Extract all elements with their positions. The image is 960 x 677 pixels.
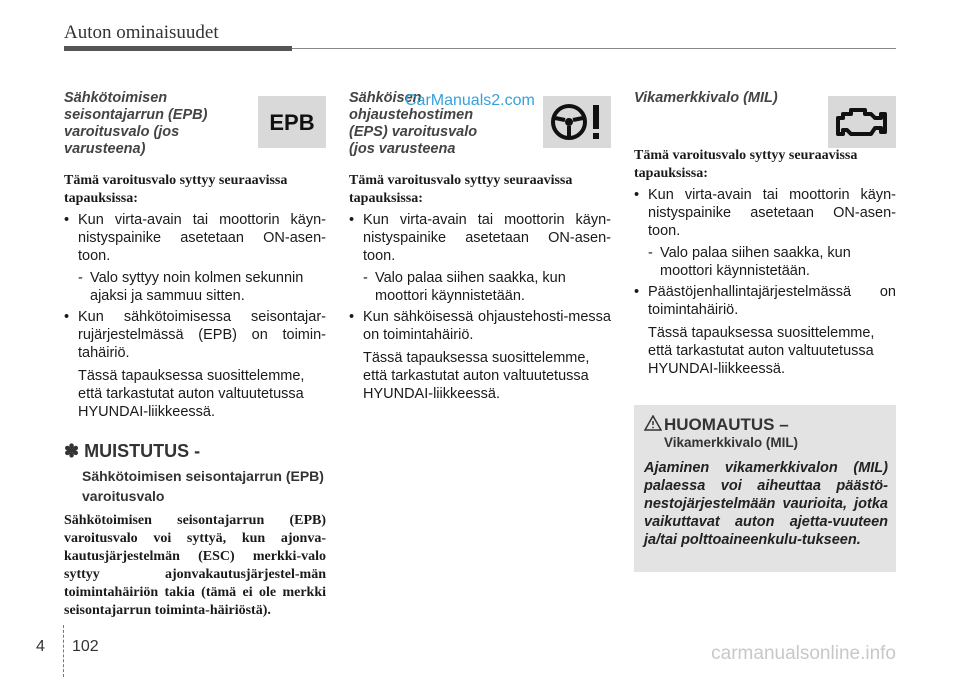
chapter-number: 4 — [36, 638, 45, 655]
memo-body: Sähkötoimisen seisontajarrun (EPB) varoitusvalo voi syttyä, kun ajonva-kautusjärjestelmän (ESC) merkki-valo syttyy ajonvakautusjärjestel-män toimintahäiriön takia (tämä ei ole merkki seisontajarrun toiminta-häiriöstä). — [64, 513, 326, 618]
header-rule-thick — [64, 46, 292, 51]
watermark-bottom: carmanualsonline.info — [711, 643, 896, 664]
page-number: 102 — [72, 638, 99, 655]
footer-divider — [63, 625, 64, 677]
bullet-item: • Kun virta-avain tai moottorin käyn-nistyspainike asetetaan ON-asen-toon. — [349, 211, 611, 265]
section-title-mil: Vikamerkkivalo (MIL) — [634, 90, 778, 106]
section-title-epb: Sähkötoimisen seisontajarrun (EPB) varoitusvalo (jos varusteena) — [64, 90, 208, 157]
bullet-item: • Kun virta-avain tai moottorin käyn-nistyspainike asetetaan ON-asen-toon. — [634, 186, 896, 240]
warning-triangle-icon — [644, 415, 662, 436]
lead-text: Tämä varoitusvalo syttyy seuraavissa tapauksissa: — [349, 173, 573, 206]
paragraph: Tässä tapauksessa suosittelemme, että tarkastutat auton valtuutetussa HYUNDAI-liikkeessä. — [363, 350, 590, 402]
note-subtitle: Vikamerkkivalo (MIL) — [664, 435, 799, 450]
lead-text: Tämä varoitusvalo syttyy seuraavissa tapauksissa: — [634, 148, 858, 181]
section-title-eps: Sähköisen ohjaustehostimen (EPS) varoitusvalo (jos varusteena — [349, 90, 478, 157]
sub-item: - Valo palaa siihen saakka, kun moottori käynnistetään. — [349, 269, 611, 305]
paragraph: Tässä tapauksessa suosittelemme, että tarkastutat auton valtuutetussa HYUNDAI-liikkeessä. — [78, 368, 305, 420]
engine-check-icon — [828, 96, 896, 148]
paragraph: Tässä tapauksessa suosittelemme, että tarkastutat auton valtuutetussa HYUNDAI-liikkeessä. — [648, 325, 875, 377]
lead-text: Tämä varoitusvalo syttyy seuraavissa tapauksissa: — [64, 173, 288, 206]
bullet-item: • Kun sähkötoimisessa seisontajar-rujärjestelmässä (EPB) on toimin-tahäiriö. — [64, 308, 326, 362]
epb-icon — [258, 96, 326, 148]
bullet-item: • Päästöjenhallintajärjestelmässä on toimintahäiriö. — [634, 283, 896, 319]
chapter-title: Auton ominaisuudet — [64, 22, 219, 43]
sub-item: - Valo palaa siihen saakka, kun moottori käynnistetään. — [634, 244, 896, 280]
steering-warning-icon — [543, 96, 611, 148]
memo-subheading: Sähkötoimisen seisontajarrun (EPB) varoitusvalo — [82, 468, 324, 504]
note-body: Ajaminen vikamerkkivalon (MIL) palaessa voi aiheuttaa päästö-nestojärjestelmään vaurioita, jotka vaikuttavat auton ajetta-vuuteen ja/tai polttoaineenkulu-tukseen. — [644, 460, 888, 548]
bullet-item: • Kun sähköisessä ohjaustehosti-messa on toimintahäiriö. — [349, 308, 611, 344]
header-rule-thin — [292, 48, 896, 49]
sub-item: - Valo syttyy noin kolmen sekunnin ajaksi ja sammuu sitten. — [64, 269, 326, 305]
column-eps — [349, 90, 611, 403]
note-title: HUOMAUTUS – — [664, 415, 789, 434]
caution-note — [634, 405, 896, 572]
column-mil — [634, 90, 896, 378]
epb-icon-label: EPB — [269, 110, 315, 135]
watermark-top: CarManuals2.com — [405, 92, 535, 109]
bullet-item: • Kun virta-avain tai moottorin käyn-nistyspainike asetetaan ON-asen-toon. — [64, 211, 326, 265]
column-epb — [64, 90, 326, 620]
memo-heading: ✽ MUISTUTUS - — [64, 441, 201, 461]
